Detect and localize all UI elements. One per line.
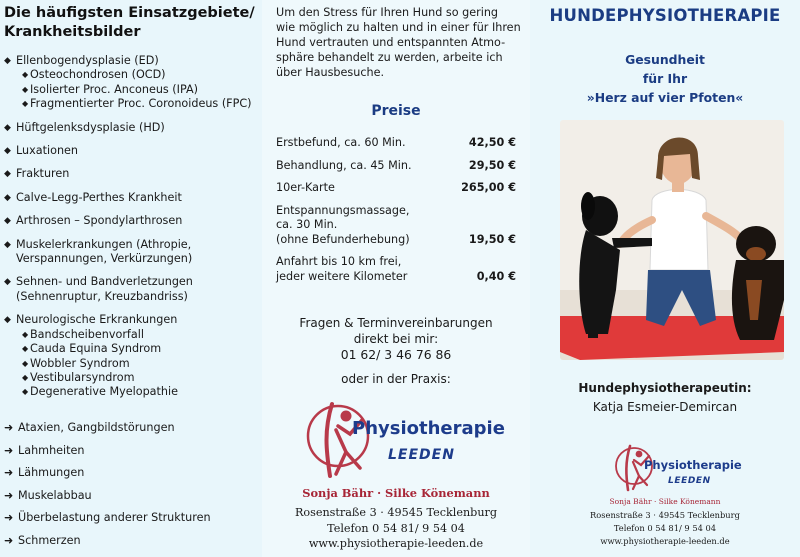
item-label: Lähmungen [18, 466, 85, 480]
price-row [276, 159, 516, 174]
item-label: Luxationen [16, 144, 79, 158]
column-cover [530, 0, 800, 557]
arrow-right-icon: ➜ [4, 421, 14, 434]
list-item [4, 533, 260, 548]
item-label: Frakturen [16, 167, 70, 181]
logo-subtitle: LEEDEN [388, 447, 455, 463]
practice-address-block [262, 505, 530, 552]
price-row [276, 136, 516, 151]
list-item [4, 275, 260, 304]
diamond-bullet-icon: ◆ [4, 122, 11, 133]
practice-owners: Sonja Bähr · Silke Könemann [609, 497, 721, 506]
logo-subtitle: LEEDEN [668, 476, 711, 486]
list-item [4, 465, 260, 480]
price-table [276, 136, 516, 292]
item-label: Calve-Legg-Perthes Krankheit [16, 190, 182, 204]
list-item [4, 313, 260, 399]
telefon-line[interactable]: Telefon 0 54 81/ 9 54 04 [613, 523, 717, 533]
column-indications [0, 0, 262, 557]
symptoms-list [4, 420, 260, 556]
price-row [276, 204, 516, 248]
price-desc [276, 204, 456, 248]
sub-list [22, 328, 260, 400]
price-desc [276, 136, 456, 151]
diamond-bullet-icon: ◆ [4, 146, 11, 157]
price-value: 29,50 € [468, 158, 516, 172]
indications-title [4, 4, 260, 42]
price-desc-line: (ohne Befunderhebung) [276, 232, 410, 246]
address-line: Rosenstraße 3 · 49545 Tecklenburg [294, 506, 498, 519]
item-label: Lahmheiten [18, 443, 85, 457]
sub-label: Isolierter Proc. Anconeus (IPA) [30, 82, 199, 96]
item-label: Muskelabbau [18, 488, 92, 502]
price-desc [276, 181, 456, 196]
sub-item [22, 83, 260, 97]
diamond-bullet-icon: ◆ [4, 216, 11, 227]
item-label: Neurologische Erkrankungen [16, 313, 178, 327]
item-label: Sehnen- und Bandverletzungen [16, 275, 193, 289]
sub-label: Cauda Equina Syndrom [30, 342, 162, 356]
intro-line: Hund vertrauten und entspannten Atmo- [276, 36, 506, 49]
arrow-right-icon: ➜ [4, 466, 14, 480]
price-desc-line: Erstbefund, ca. 60 Min. [276, 136, 406, 149]
item-label: Muskelerkrankungen (Athropie, [16, 237, 192, 251]
practice-owners: Sonja Bähr · Silke Könemann [302, 486, 490, 500]
list-item [4, 214, 260, 228]
sub-label: Fragmentierter Proc. Coronoideus (FPC) [30, 97, 252, 111]
prices-heading: Preise [371, 103, 421, 119]
diamond-bullet-icon: ◆ [22, 99, 29, 109]
sub-item [22, 68, 260, 82]
item-label: Überbelastung anderer Strukturen [18, 511, 211, 525]
item-label: Arthrosen – Spondylarthrosen [16, 214, 183, 228]
price-desc-line: Entspannungsmassage, [276, 203, 410, 217]
logo-title: Physiotherapie [644, 458, 742, 472]
diamond-bullet-icon: ◆ [4, 56, 11, 66]
therapist-name: Katja Esmeier-Demircan [592, 400, 738, 414]
arrow-right-icon: ➜ [4, 488, 14, 502]
item-label: (Sehnenruptur, Kreuzbandriss) [16, 289, 188, 303]
diamond-bullet-icon: ◆ [4, 239, 11, 250]
diamond-bullet-icon: ◆ [4, 169, 11, 180]
intro-line: wie möglich zu halten und in einer für Ihren [276, 21, 521, 34]
list-item [4, 167, 260, 181]
practice-address-block [530, 509, 800, 548]
price-value: 0,40 € [476, 269, 516, 283]
slogan-line: »Herz auf vier Pfoten« [586, 90, 744, 105]
sub-item [22, 371, 260, 385]
website-link[interactable]: www.physiotherapie-leeden.de [600, 536, 730, 546]
sub-label: Osteochondrosen (OCD) [30, 68, 166, 82]
item-label: Verspannungen, Verkürzungen) [16, 252, 193, 266]
price-desc-line: jeder weitere Kilometer [276, 269, 408, 283]
sub-label: Bandscheibenvorfall [30, 327, 144, 341]
arrow-right-icon: ➜ [4, 533, 14, 547]
sub-label: Degenerative Myelopathie [30, 385, 178, 399]
diamond-bullet-icon: ◆ [22, 358, 29, 368]
telefon-line[interactable]: Telefon 0 54 81/ 9 54 04 [327, 521, 465, 535]
title-line: Krankheitsbilder [4, 24, 141, 40]
item-label: Ataxien, Gangbildstörungen [18, 421, 175, 434]
page-title: HUNDEPHYSIOTHERAPIE [549, 6, 781, 25]
sub-list [22, 68, 260, 111]
list-item [4, 443, 260, 458]
website-link[interactable]: www.physiotherapie-leeden.de [308, 537, 484, 550]
address-line: Rosenstraße 3 · 49545 Tecklenburg [590, 510, 740, 520]
price-desc-line: ca. 30 Min. [276, 218, 338, 231]
intro-line: Um den Stress für Ihren Hund so gering [276, 6, 499, 19]
slogan-line: Gesundheit [625, 52, 705, 67]
list-item [4, 238, 260, 267]
list-item [4, 54, 260, 112]
intro-line: über Hausbesuche. [276, 66, 385, 79]
price-value: 265,00 € [461, 181, 516, 194]
contact-block [262, 315, 530, 363]
slogan-line: für Ihr [642, 71, 688, 86]
contact-line: Fragen & Terminvereinbarungen [299, 316, 493, 330]
arrow-right-icon: ➜ [4, 443, 14, 457]
price-desc [276, 255, 456, 284]
diamond-bullet-icon: ◆ [22, 70, 29, 80]
indications-list [4, 54, 260, 409]
item-label: Schmerzen [18, 533, 81, 547]
praxis-label: oder in der Praxis: [341, 372, 451, 386]
price-value: 42,50 € [468, 136, 516, 149]
therapist-label: Hundephysiotherapeutin: [578, 381, 752, 395]
list-item [4, 191, 260, 205]
logo-title: Physiotherapie [352, 418, 505, 439]
diamond-bullet-icon: ◆ [4, 192, 11, 203]
column-prices [262, 0, 530, 557]
item-label: Hüftgelenksdysplasie (HD) [16, 120, 165, 134]
sub-item [22, 342, 260, 356]
phone-number[interactable]: 01 62/ 3 46 76 86 [340, 347, 452, 362]
sub-item [22, 97, 260, 111]
sub-label: Vestibularsyndrom [30, 370, 135, 384]
diamond-bullet-icon: ◆ [22, 387, 29, 397]
price-desc-line: 10er-Karte [276, 181, 335, 194]
diamond-bullet-icon: ◆ [4, 277, 11, 288]
list-item [4, 121, 260, 135]
price-row [276, 255, 516, 284]
price-value: 19,50 € [468, 232, 516, 246]
price-row [276, 181, 516, 196]
price-desc [276, 159, 456, 174]
price-desc-line: Behandlung, ca. 45 Min. [276, 158, 412, 172]
diamond-bullet-icon: ◆ [22, 84, 29, 94]
diamond-bullet-icon: ◆ [22, 372, 29, 382]
intro-text [276, 5, 524, 80]
therapist-with-dogs-photo [560, 120, 784, 360]
item-label: Ellenbogendysplasie (ED) [16, 54, 159, 67]
diamond-bullet-icon: ◆ [4, 315, 11, 326]
arrow-right-icon: ➜ [4, 511, 14, 525]
title-line: Die häufigsten Einsatzgebiete/ [4, 5, 255, 21]
slogan [530, 50, 800, 107]
list-item [4, 510, 260, 525]
diamond-bullet-icon: ◆ [22, 344, 29, 354]
diamond-bullet-icon: ◆ [22, 329, 29, 339]
sub-item [22, 328, 260, 342]
sub-item [22, 357, 260, 371]
contact-line: direkt bei mir: [353, 332, 439, 346]
list-item [4, 144, 260, 158]
sub-item [22, 385, 260, 399]
price-desc-line: Anfahrt bis 10 km frei, [276, 255, 402, 268]
list-item [4, 488, 260, 503]
list-item [4, 420, 260, 435]
sub-label: Wobbler Syndrom [30, 356, 130, 370]
intro-line: sphäre behandelt zu werden, arbeite ich [276, 51, 503, 64]
